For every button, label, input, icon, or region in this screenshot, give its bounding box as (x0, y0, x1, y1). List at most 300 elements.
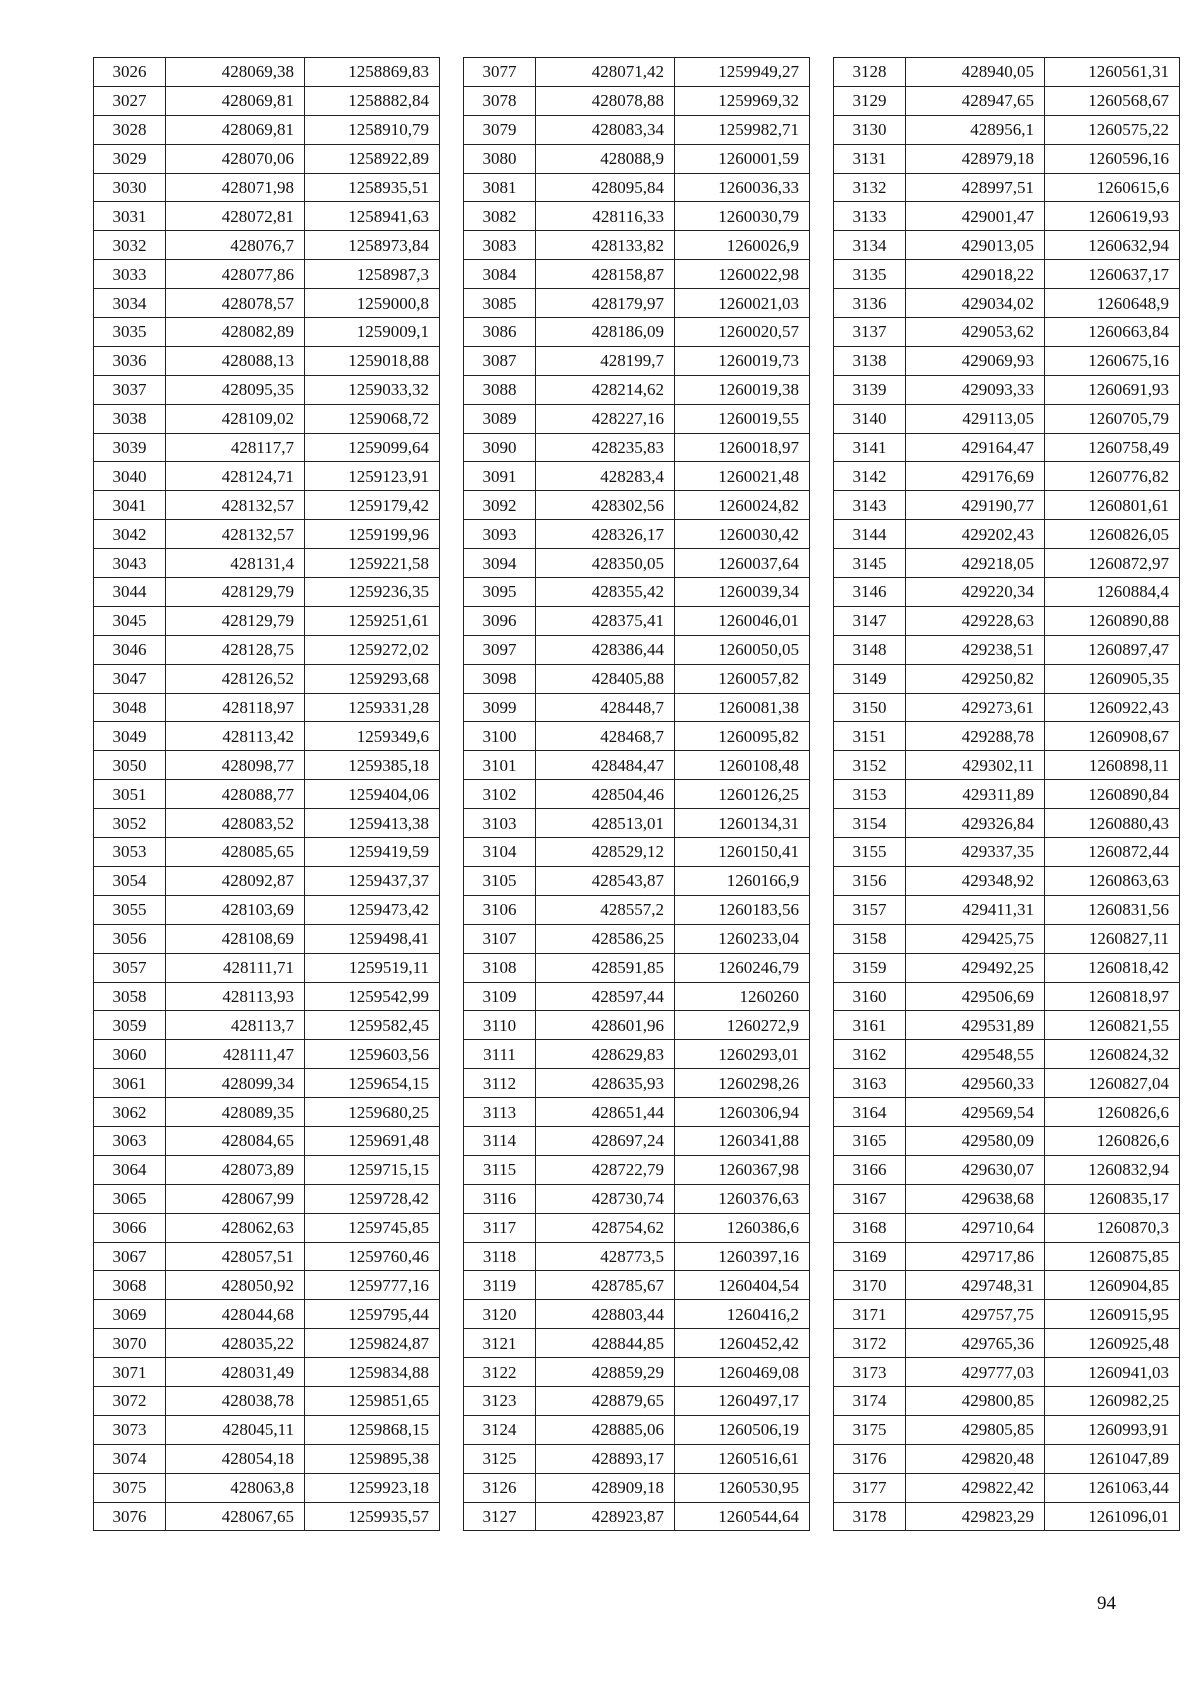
point-number-cell: 3080 (464, 144, 536, 173)
x-coordinate-cell: 428050,92 (166, 1271, 305, 1300)
y-coordinate-cell: 1260367,98 (675, 1155, 810, 1184)
table-row (834, 1011, 1180, 1040)
y-coordinate-cell: 1260376,63 (675, 1184, 810, 1213)
x-coordinate-cell: 429822,42 (906, 1473, 1045, 1502)
x-coordinate-cell: 428601,96 (536, 1011, 675, 1040)
point-number-cell: 3085 (464, 289, 536, 318)
table-row (834, 838, 1180, 867)
x-coordinate-cell: 429220,34 (906, 578, 1045, 607)
y-coordinate-cell: 1260568,67 (1045, 86, 1180, 115)
point-number-cell: 3141 (834, 433, 906, 462)
table-row (834, 1213, 1180, 1242)
point-number-cell: 3170 (834, 1271, 906, 1300)
y-coordinate-cell: 1258910,79 (305, 115, 440, 144)
table-row (94, 260, 440, 289)
point-number-cell: 3069 (94, 1300, 166, 1329)
x-coordinate-cell: 428057,51 (166, 1242, 305, 1271)
x-coordinate-cell: 429800,85 (906, 1386, 1045, 1415)
table-row (464, 606, 810, 635)
x-coordinate-cell: 428484,47 (536, 751, 675, 780)
y-coordinate-cell: 1260875,85 (1045, 1242, 1180, 1271)
y-coordinate-cell: 1259349,6 (305, 722, 440, 751)
point-number-cell: 3133 (834, 202, 906, 231)
point-number-cell: 3135 (834, 260, 906, 289)
x-coordinate-cell: 428111,71 (166, 953, 305, 982)
point-number-cell: 3050 (94, 751, 166, 780)
x-coordinate-cell: 428072,81 (166, 202, 305, 231)
y-coordinate-cell: 1259760,46 (305, 1242, 440, 1271)
table-row (94, 1502, 440, 1531)
x-coordinate-cell: 429176,69 (906, 462, 1045, 491)
y-coordinate-cell: 1259680,25 (305, 1098, 440, 1127)
point-number-cell: 3063 (94, 1126, 166, 1155)
point-number-cell: 3043 (94, 549, 166, 578)
y-coordinate-cell: 1260863,63 (1045, 866, 1180, 895)
x-coordinate-cell: 429228,63 (906, 606, 1045, 635)
point-number-cell: 3071 (94, 1358, 166, 1387)
table-row (464, 1155, 810, 1184)
y-coordinate-cell: 1260022,98 (675, 260, 810, 289)
point-number-cell: 3044 (94, 578, 166, 607)
x-coordinate-cell: 429548,55 (906, 1040, 1045, 1069)
table-row (464, 578, 810, 607)
point-number-cell: 3130 (834, 115, 906, 144)
y-coordinate-cell: 1259000,8 (305, 289, 440, 318)
table-row (464, 144, 810, 173)
x-coordinate-cell: 428591,85 (536, 953, 675, 982)
x-coordinate-cell: 429302,11 (906, 751, 1045, 780)
table-row (94, 115, 440, 144)
point-number-cell: 3060 (94, 1040, 166, 1069)
table-row (834, 289, 1180, 318)
x-coordinate-cell: 429630,07 (906, 1155, 1045, 1184)
point-number-cell: 3096 (464, 606, 536, 635)
x-coordinate-cell: 429164,47 (906, 433, 1045, 462)
table-row (464, 838, 810, 867)
table-row (834, 404, 1180, 433)
x-coordinate-cell: 429531,89 (906, 1011, 1045, 1040)
table-row (834, 809, 1180, 838)
x-coordinate-cell: 428077,86 (166, 260, 305, 289)
point-number-cell: 3084 (464, 260, 536, 289)
y-coordinate-cell: 1259293,68 (305, 664, 440, 693)
y-coordinate-cell: 1260821,55 (1045, 1011, 1180, 1040)
y-coordinate-cell: 1260832,94 (1045, 1155, 1180, 1184)
point-number-cell: 3030 (94, 173, 166, 202)
point-number-cell: 3126 (464, 1473, 536, 1502)
table-row (94, 1126, 440, 1155)
x-coordinate-cell: 428997,51 (906, 173, 1045, 202)
table-row (464, 1415, 810, 1444)
table-row (94, 1098, 440, 1127)
y-coordinate-cell: 1260020,57 (675, 318, 810, 347)
y-coordinate-cell: 1259982,71 (675, 115, 810, 144)
x-coordinate-cell: 428038,78 (166, 1386, 305, 1415)
table-row (94, 520, 440, 549)
x-coordinate-cell: 428095,84 (536, 173, 675, 202)
point-number-cell: 3027 (94, 86, 166, 115)
point-number-cell: 3173 (834, 1358, 906, 1387)
x-coordinate-cell: 428132,57 (166, 520, 305, 549)
point-number-cell: 3117 (464, 1213, 536, 1242)
point-number-cell: 3094 (464, 549, 536, 578)
table-row (464, 1069, 810, 1098)
table-row (464, 1358, 810, 1387)
table-row (834, 780, 1180, 809)
point-number-cell: 3168 (834, 1213, 906, 1242)
point-number-cell: 3035 (94, 318, 166, 347)
point-number-cell: 3088 (464, 375, 536, 404)
point-number-cell: 3075 (94, 1473, 166, 1502)
y-coordinate-cell: 1260039,34 (675, 578, 810, 607)
y-coordinate-cell: 1260166,9 (675, 866, 810, 895)
x-coordinate-cell: 428893,17 (536, 1444, 675, 1473)
point-number-cell: 3097 (464, 635, 536, 664)
point-number-cell: 3114 (464, 1126, 536, 1155)
table-row (834, 895, 1180, 924)
y-coordinate-cell: 1260030,42 (675, 520, 810, 549)
point-number-cell: 3111 (464, 1040, 536, 1069)
x-coordinate-cell: 428131,4 (166, 549, 305, 578)
point-number-cell: 3139 (834, 375, 906, 404)
table-row (94, 606, 440, 635)
y-coordinate-cell: 1260915,95 (1045, 1300, 1180, 1329)
table-row (464, 953, 810, 982)
point-number-cell: 3154 (834, 809, 906, 838)
y-coordinate-cell: 1260134,31 (675, 809, 810, 838)
table-row (94, 86, 440, 115)
point-number-cell: 3046 (94, 635, 166, 664)
x-coordinate-cell: 428078,88 (536, 86, 675, 115)
x-coordinate-cell: 428088,9 (536, 144, 675, 173)
x-coordinate-cell: 428062,63 (166, 1213, 305, 1242)
x-coordinate-cell: 428513,01 (536, 809, 675, 838)
table-row (464, 462, 810, 491)
table-row (834, 346, 1180, 375)
x-coordinate-cell: 428054,18 (166, 1444, 305, 1473)
point-number-cell: 3144 (834, 520, 906, 549)
table-row (464, 375, 810, 404)
point-number-cell: 3125 (464, 1444, 536, 1473)
point-number-cell: 3110 (464, 1011, 536, 1040)
y-coordinate-cell: 1259419,59 (305, 838, 440, 867)
table-row (94, 780, 440, 809)
table-row (94, 982, 440, 1011)
table-row (464, 231, 810, 260)
table-row (834, 924, 1180, 953)
table-row (464, 1300, 810, 1329)
point-number-cell: 3177 (834, 1473, 906, 1502)
y-coordinate-cell: 1260037,64 (675, 549, 810, 578)
point-number-cell: 3137 (834, 318, 906, 347)
point-number-cell: 3033 (94, 260, 166, 289)
x-coordinate-cell: 428113,7 (166, 1011, 305, 1040)
y-coordinate-cell: 1260019,55 (675, 404, 810, 433)
x-coordinate-cell: 429311,89 (906, 780, 1045, 809)
x-coordinate-cell: 428084,65 (166, 1126, 305, 1155)
point-number-cell: 3093 (464, 520, 536, 549)
table-row (94, 635, 440, 664)
y-coordinate-cell: 1260908,67 (1045, 722, 1180, 751)
x-coordinate-cell: 428923,87 (536, 1502, 675, 1531)
x-coordinate-cell: 429069,93 (906, 346, 1045, 375)
x-coordinate-cell: 428214,62 (536, 375, 675, 404)
table-row (94, 318, 440, 347)
table-row (834, 722, 1180, 751)
x-coordinate-cell: 428844,85 (536, 1329, 675, 1358)
point-number-cell: 3052 (94, 809, 166, 838)
point-number-cell: 3070 (94, 1329, 166, 1358)
x-coordinate-cell: 429492,25 (906, 953, 1045, 982)
x-coordinate-cell: 428227,16 (536, 404, 675, 433)
y-coordinate-cell: 1260183,56 (675, 895, 810, 924)
point-number-cell: 3123 (464, 1386, 536, 1415)
table-row (834, 1473, 1180, 1502)
y-coordinate-cell: 1258973,84 (305, 231, 440, 260)
point-number-cell: 3034 (94, 289, 166, 318)
x-coordinate-cell: 428085,65 (166, 838, 305, 867)
y-coordinate-cell: 1260018,97 (675, 433, 810, 462)
y-coordinate-cell: 1260001,59 (675, 144, 810, 173)
y-coordinate-cell: 1259033,32 (305, 375, 440, 404)
point-number-cell: 3119 (464, 1271, 536, 1300)
table-row (834, 1300, 1180, 1329)
x-coordinate-cell: 429569,54 (906, 1098, 1045, 1127)
point-number-cell: 3169 (834, 1242, 906, 1271)
point-number-cell: 3134 (834, 231, 906, 260)
table-row (94, 1300, 440, 1329)
y-coordinate-cell: 1260831,56 (1045, 895, 1180, 924)
y-coordinate-cell: 1259969,32 (675, 86, 810, 115)
y-coordinate-cell: 1260596,16 (1045, 144, 1180, 173)
table-row (464, 520, 810, 549)
y-coordinate-cell: 1260827,04 (1045, 1069, 1180, 1098)
point-number-cell: 3058 (94, 982, 166, 1011)
y-coordinate-cell: 1260126,25 (675, 780, 810, 809)
point-number-cell: 3083 (464, 231, 536, 260)
y-coordinate-cell: 1260260 (675, 982, 810, 1011)
table-row (464, 1473, 810, 1502)
x-coordinate-cell: 428158,87 (536, 260, 675, 289)
point-number-cell: 3106 (464, 895, 536, 924)
y-coordinate-cell: 1260530,95 (675, 1473, 810, 1502)
y-coordinate-cell: 1260632,94 (1045, 231, 1180, 260)
point-number-cell: 3053 (94, 838, 166, 867)
y-coordinate-cell: 1260293,01 (675, 1040, 810, 1069)
table-row (834, 1040, 1180, 1069)
table-row (464, 866, 810, 895)
point-number-cell: 3129 (834, 86, 906, 115)
table-row (834, 318, 1180, 347)
y-coordinate-cell: 1258922,89 (305, 144, 440, 173)
point-number-cell: 3174 (834, 1386, 906, 1415)
x-coordinate-cell: 429093,33 (906, 375, 1045, 404)
point-number-cell: 3061 (94, 1069, 166, 1098)
y-coordinate-cell: 1260561,31 (1045, 58, 1180, 87)
point-number-cell: 3149 (834, 664, 906, 693)
x-coordinate-cell: 429202,43 (906, 520, 1045, 549)
table-row (834, 1415, 1180, 1444)
y-coordinate-cell: 1259018,88 (305, 346, 440, 375)
x-coordinate-cell: 428116,33 (536, 202, 675, 231)
x-coordinate-cell: 428070,06 (166, 144, 305, 173)
x-coordinate-cell: 428076,7 (166, 231, 305, 260)
table-row (834, 1502, 1180, 1531)
y-coordinate-cell: 1259251,61 (305, 606, 440, 635)
point-number-cell: 3039 (94, 433, 166, 462)
x-coordinate-cell: 428375,41 (536, 606, 675, 635)
x-coordinate-cell: 428326,17 (536, 520, 675, 549)
x-coordinate-cell: 429326,84 (906, 809, 1045, 838)
x-coordinate-cell: 428129,79 (166, 606, 305, 635)
table-row (834, 231, 1180, 260)
point-number-cell: 3056 (94, 924, 166, 953)
y-coordinate-cell: 1260246,79 (675, 953, 810, 982)
x-coordinate-cell: 428118,97 (166, 693, 305, 722)
point-number-cell: 3092 (464, 491, 536, 520)
point-number-cell: 3112 (464, 1069, 536, 1098)
point-number-cell: 3042 (94, 520, 166, 549)
y-coordinate-cell: 1260497,17 (675, 1386, 810, 1415)
x-coordinate-cell: 428126,52 (166, 664, 305, 693)
y-coordinate-cell: 1259179,42 (305, 491, 440, 520)
x-coordinate-cell: 428078,57 (166, 289, 305, 318)
table-row (94, 1011, 440, 1040)
x-coordinate-cell: 429348,92 (906, 866, 1045, 895)
table-row (94, 1415, 440, 1444)
y-coordinate-cell: 1260758,49 (1045, 433, 1180, 462)
y-coordinate-cell: 1260019,73 (675, 346, 810, 375)
x-coordinate-cell: 428597,44 (536, 982, 675, 1011)
point-number-cell: 3091 (464, 462, 536, 491)
y-coordinate-cell: 1260150,41 (675, 838, 810, 867)
table-row (464, 289, 810, 318)
point-number-cell: 3124 (464, 1415, 536, 1444)
table-row (94, 549, 440, 578)
table-row (834, 635, 1180, 664)
y-coordinate-cell: 1259824,87 (305, 1329, 440, 1358)
table-row (464, 1444, 810, 1473)
point-number-cell: 3100 (464, 722, 536, 751)
table-row (464, 1126, 810, 1155)
table-row (94, 462, 440, 491)
point-number-cell: 3145 (834, 549, 906, 578)
coordinates-table-1 (93, 57, 440, 1531)
y-coordinate-cell: 1259123,91 (305, 462, 440, 491)
x-coordinate-cell: 429717,86 (906, 1242, 1045, 1271)
point-number-cell: 3171 (834, 1300, 906, 1329)
y-coordinate-cell: 1260108,48 (675, 751, 810, 780)
point-number-cell: 3047 (94, 664, 166, 693)
x-coordinate-cell: 429288,78 (906, 722, 1045, 751)
y-coordinate-cell: 1259437,37 (305, 866, 440, 895)
x-coordinate-cell: 428083,52 (166, 809, 305, 838)
x-coordinate-cell: 428879,65 (536, 1386, 675, 1415)
y-coordinate-cell: 1260826,6 (1045, 1126, 1180, 1155)
table-row (94, 924, 440, 953)
table-row (94, 953, 440, 982)
table-row (464, 693, 810, 722)
point-number-cell: 3159 (834, 953, 906, 982)
point-number-cell: 3136 (834, 289, 906, 318)
y-coordinate-cell: 1258941,63 (305, 202, 440, 231)
table-row (464, 318, 810, 347)
table-row (464, 202, 810, 231)
y-coordinate-cell: 1259272,02 (305, 635, 440, 664)
y-coordinate-cell: 1259519,11 (305, 953, 440, 982)
y-coordinate-cell: 1260030,79 (675, 202, 810, 231)
y-coordinate-cell: 1259949,27 (675, 58, 810, 87)
table-row (464, 1502, 810, 1531)
point-number-cell: 3048 (94, 693, 166, 722)
table-row (834, 1444, 1180, 1473)
point-number-cell: 3051 (94, 780, 166, 809)
x-coordinate-cell: 428132,57 (166, 491, 305, 520)
y-coordinate-cell: 1260675,16 (1045, 346, 1180, 375)
point-number-cell: 3037 (94, 375, 166, 404)
table-row (94, 1213, 440, 1242)
point-number-cell: 3066 (94, 1213, 166, 1242)
point-number-cell: 3155 (834, 838, 906, 867)
y-coordinate-cell: 1260516,61 (675, 1444, 810, 1473)
point-number-cell: 3103 (464, 809, 536, 838)
y-coordinate-cell: 1260826,6 (1045, 1098, 1180, 1127)
y-coordinate-cell: 1259542,99 (305, 982, 440, 1011)
y-coordinate-cell: 1260057,82 (675, 664, 810, 693)
y-coordinate-cell: 1260046,01 (675, 606, 810, 635)
point-number-cell: 3098 (464, 664, 536, 693)
point-number-cell: 3073 (94, 1415, 166, 1444)
table-row (834, 982, 1180, 1011)
y-coordinate-cell: 1259236,35 (305, 578, 440, 607)
x-coordinate-cell: 428088,77 (166, 780, 305, 809)
table-row (464, 433, 810, 462)
point-number-cell: 3107 (464, 924, 536, 953)
x-coordinate-cell: 428586,25 (536, 924, 675, 953)
x-coordinate-cell: 428350,05 (536, 549, 675, 578)
x-coordinate-cell: 428773,5 (536, 1242, 675, 1271)
y-coordinate-cell: 1260452,42 (675, 1329, 810, 1358)
y-coordinate-cell: 1260544,64 (675, 1502, 810, 1531)
point-number-cell: 3086 (464, 318, 536, 347)
coordinates-table-2 (463, 57, 810, 1531)
y-coordinate-cell: 1260081,38 (675, 693, 810, 722)
point-number-cell: 3172 (834, 1329, 906, 1358)
y-coordinate-cell: 1259777,16 (305, 1271, 440, 1300)
table-row (464, 664, 810, 693)
point-number-cell: 3089 (464, 404, 536, 433)
table-row (94, 1155, 440, 1184)
y-coordinate-cell: 1260469,08 (675, 1358, 810, 1387)
table-row (94, 1242, 440, 1271)
x-coordinate-cell: 428179,97 (536, 289, 675, 318)
y-coordinate-cell: 1260021,03 (675, 289, 810, 318)
point-number-cell: 3031 (94, 202, 166, 231)
table-row (464, 404, 810, 433)
x-coordinate-cell: 429001,47 (906, 202, 1045, 231)
x-coordinate-cell: 428092,87 (166, 866, 305, 895)
x-coordinate-cell: 428098,77 (166, 751, 305, 780)
table-row (94, 1069, 440, 1098)
x-coordinate-cell: 428859,29 (536, 1358, 675, 1387)
table-row (834, 462, 1180, 491)
x-coordinate-cell: 428529,12 (536, 838, 675, 867)
y-coordinate-cell: 1260925,48 (1045, 1329, 1180, 1358)
x-coordinate-cell: 429580,09 (906, 1126, 1045, 1155)
point-number-cell: 3157 (834, 895, 906, 924)
y-coordinate-cell: 1260818,97 (1045, 982, 1180, 1011)
y-coordinate-cell: 1260872,44 (1045, 838, 1180, 867)
